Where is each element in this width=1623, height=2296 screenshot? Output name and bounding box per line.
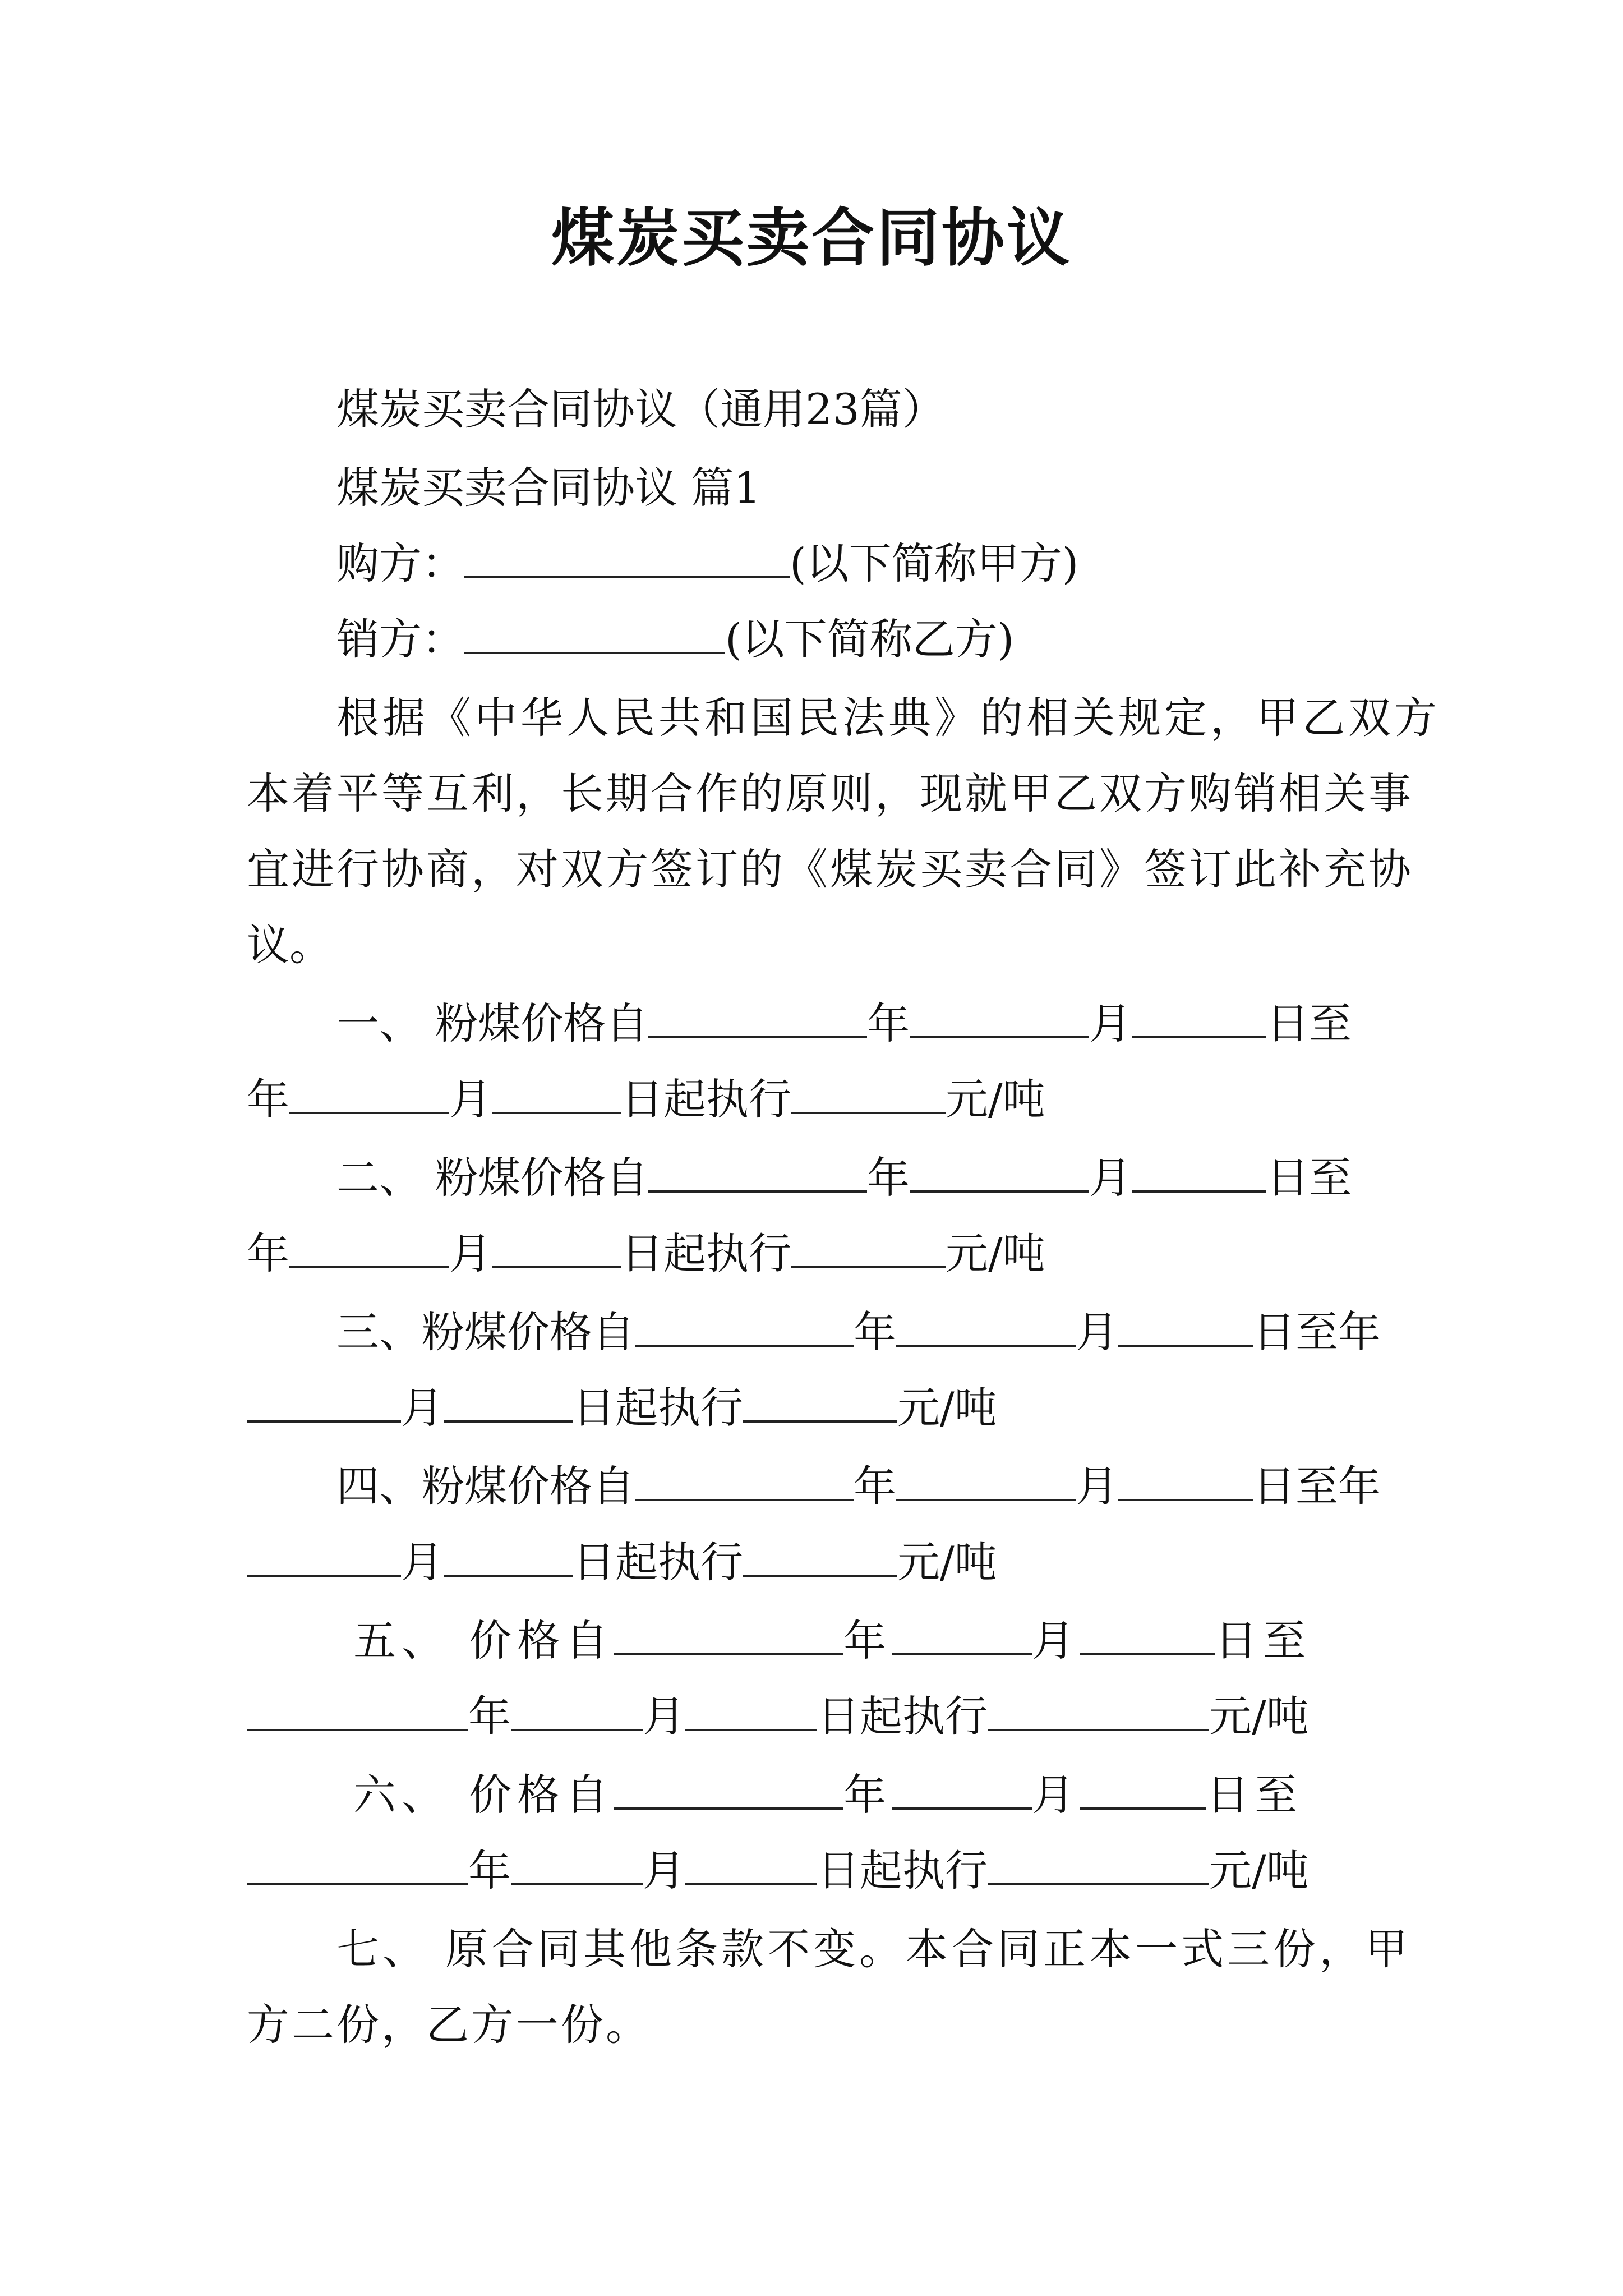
word-year: 年	[843, 1616, 892, 1665]
clause-2-line-2	[247, 1226, 1045, 1282]
document-title: 煤炭买卖合同协议	[551, 201, 1072, 275]
buyer-line	[336, 536, 1078, 592]
blank-start-year	[635, 1305, 854, 1347]
clause-prefix: 四、粉煤价格自	[336, 1461, 635, 1511]
blank-end-day	[492, 1227, 621, 1268]
blank-start-day	[1080, 1768, 1206, 1810]
blank-start-day	[1080, 1614, 1215, 1655]
word-day-to-year: 日至年	[1253, 1461, 1381, 1511]
blank-end-day	[685, 1844, 817, 1885]
clause-1-line-1	[336, 996, 1352, 1052]
closing-line-1: 七、 原合同其他条款不变。本合同正本一式三份，甲	[336, 1924, 1412, 1974]
word-year: 年	[843, 1770, 892, 1820]
intro-line-4: 议。	[247, 920, 332, 970]
blank-start-month	[910, 997, 1089, 1038]
word-day-start: 日起执行	[817, 1846, 988, 1895]
word-month: 月	[1089, 999, 1132, 1048]
blank-price	[791, 1073, 946, 1114]
word-day-start: 日起执行	[817, 1691, 988, 1741]
blank-start-day	[1132, 1151, 1266, 1193]
seller-label: 销方：	[336, 614, 464, 664]
blank-end-day	[444, 1381, 573, 1423]
word-month: 月	[449, 1228, 492, 1278]
word-year: 年	[468, 1691, 511, 1741]
word-unit: 元/吨	[897, 1383, 997, 1433]
word-day-to: 日至	[1206, 1770, 1303, 1820]
word-day-start: 日起执行	[573, 1537, 743, 1587]
blank-start-year	[614, 1768, 843, 1810]
word-month: 月	[1089, 1153, 1132, 1203]
blank-price	[743, 1535, 897, 1577]
seller-line	[336, 611, 1014, 668]
word-month: 月	[401, 1537, 444, 1587]
word-day-start: 日起执行	[621, 1228, 791, 1278]
blank-end-day	[444, 1535, 573, 1577]
word-day-to-year: 日至年	[1253, 1307, 1381, 1357]
blank-price	[988, 1844, 1209, 1885]
word-year: 年	[247, 1228, 289, 1278]
word-unit: 元/吨	[1209, 1846, 1309, 1895]
subtitle: 煤炭买卖合同协议（通用23篇）	[336, 384, 945, 434]
section-heading: 煤炭买卖合同协议 篇1	[336, 463, 761, 513]
clause-5-line-2	[247, 1688, 1309, 1745]
clause-5-line-1	[353, 1613, 1311, 1669]
blank-start-month	[910, 1151, 1089, 1193]
word-unit: 元/吨	[897, 1537, 997, 1587]
blank-start-year	[614, 1614, 843, 1655]
blank-start-day	[1118, 1305, 1253, 1347]
clause-prefix: 三、粉煤价格自	[336, 1307, 635, 1357]
blank-start-month	[896, 1305, 1076, 1347]
clause-4-line-1	[336, 1458, 1381, 1515]
buyer-blank	[464, 537, 790, 578]
closing-line-2: 方二份，乙方一份。	[247, 2000, 651, 2050]
blank-end-year	[247, 1844, 468, 1885]
blank-end-month	[511, 1690, 643, 1731]
blank-end-month	[289, 1227, 449, 1268]
word-day-start: 日起执行	[573, 1383, 743, 1433]
clause-1-line-2	[247, 1071, 1045, 1128]
blank-end-day	[685, 1690, 817, 1731]
blank-price	[743, 1381, 897, 1423]
blank-end-day	[492, 1073, 621, 1114]
blank-start-day	[1118, 1460, 1253, 1501]
word-unit: 元/吨	[946, 1228, 1045, 1278]
word-year: 年	[867, 1153, 910, 1203]
seller-blank	[464, 613, 725, 654]
buyer-label: 购方：	[336, 539, 464, 588]
word-year: 年	[867, 999, 910, 1048]
seller-note: (以下简称乙方)	[725, 614, 1015, 664]
word-month: 月	[643, 1691, 685, 1741]
blank-price	[791, 1227, 946, 1268]
clause-3-line-2	[247, 1380, 997, 1436]
blank-end-month	[289, 1073, 449, 1114]
blank-start-year	[648, 997, 867, 1038]
buyer-note: (以下简称甲方)	[790, 539, 1079, 588]
clause-2-line-1	[336, 1150, 1352, 1206]
word-day-to: 日至	[1266, 1153, 1352, 1203]
word-year: 年	[468, 1846, 511, 1895]
blank-end-year	[247, 1690, 468, 1731]
word-month: 月	[401, 1383, 444, 1433]
blank-start-month	[896, 1460, 1076, 1501]
clause-prefix: 五、 价格自	[353, 1616, 614, 1665]
word-year: 年	[247, 1074, 289, 1124]
clause-3-line-1	[336, 1304, 1381, 1360]
blank-start-year	[648, 1151, 867, 1193]
intro-line-2: 本着平等互利，长期合作的原则，现就甲乙双方购销相关事	[247, 769, 1413, 818]
intro-line-1: 根据《中华人民共和国民法典》的相关规定，甲乙双方	[336, 693, 1440, 743]
blank-start-month	[892, 1614, 1032, 1655]
word-day-to: 日至	[1215, 1616, 1312, 1665]
clause-prefix: 六、 价格自	[353, 1770, 614, 1820]
blank-start-year	[635, 1460, 854, 1501]
clause-prefix: 一、 粉煤价格自	[336, 999, 649, 1048]
word-day-start: 日起执行	[621, 1074, 791, 1124]
clause-4-line-2	[247, 1534, 997, 1590]
word-day-to: 日至	[1266, 999, 1352, 1048]
word-month: 月	[1032, 1616, 1081, 1665]
clause-6-line-1	[353, 1767, 1303, 1823]
word-unit: 元/吨	[946, 1074, 1045, 1124]
clause-6-line-2	[247, 1843, 1309, 1899]
blank-start-day	[1132, 997, 1266, 1038]
word-year: 年	[854, 1307, 896, 1357]
word-unit: 元/吨	[1209, 1691, 1309, 1741]
blank-end-month	[511, 1844, 643, 1885]
blank-end-month	[247, 1381, 401, 1423]
blank-end-month	[247, 1535, 401, 1577]
blank-start-month	[892, 1768, 1032, 1810]
word-month: 月	[1076, 1461, 1118, 1511]
word-month: 月	[449, 1074, 492, 1124]
word-year: 年	[854, 1461, 896, 1511]
word-month: 月	[1032, 1770, 1081, 1820]
word-month: 月	[643, 1846, 685, 1895]
clause-prefix: 二、 粉煤价格自	[336, 1153, 649, 1203]
blank-price	[988, 1690, 1209, 1731]
word-month: 月	[1076, 1307, 1118, 1357]
intro-line-3: 宜进行协商，对双方签订的《煤炭买卖合同》签订此补充协	[247, 844, 1413, 894]
